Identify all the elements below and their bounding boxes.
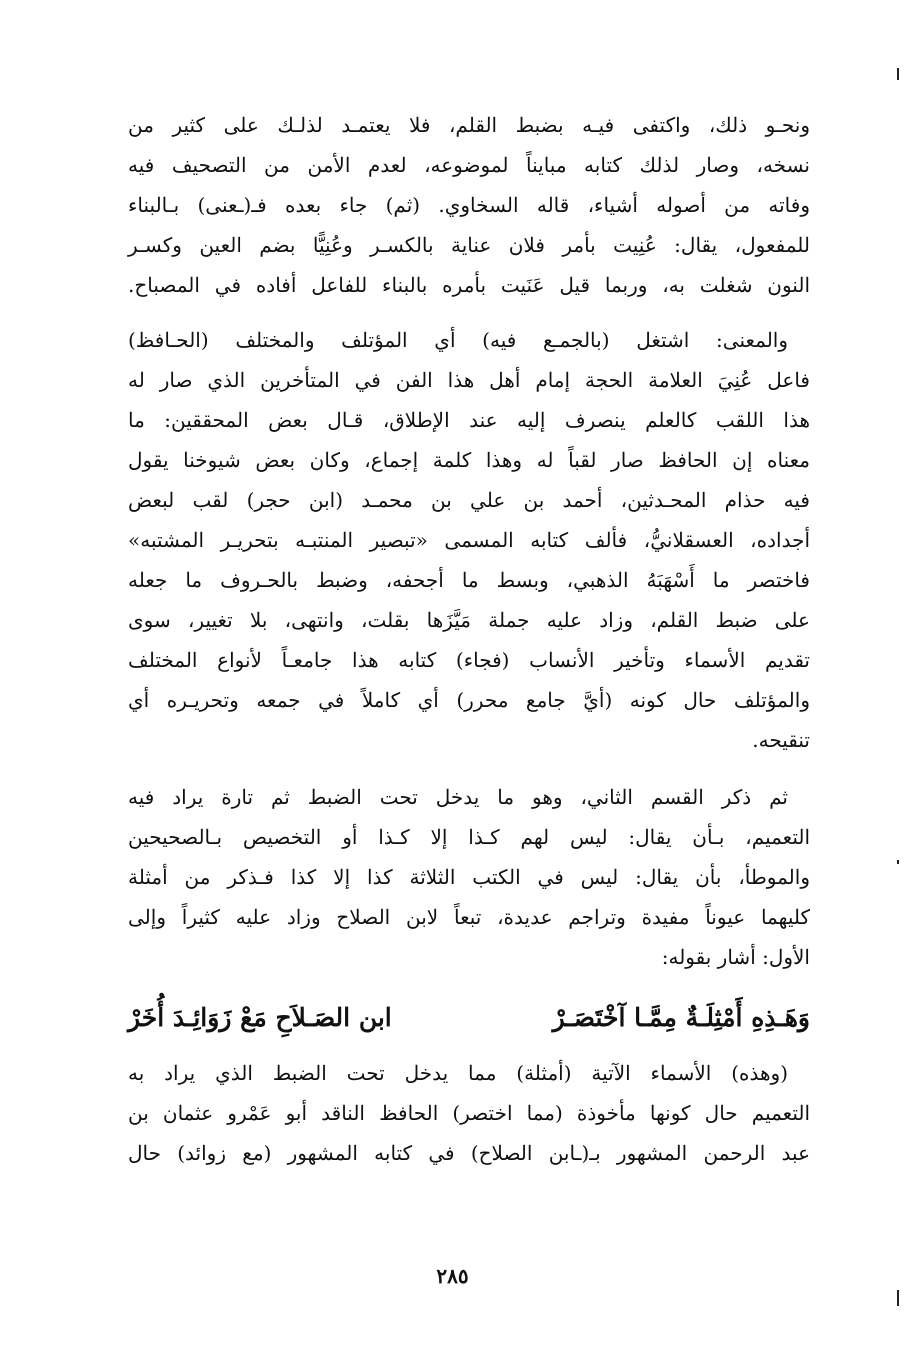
paragraph-3 — [128, 777, 810, 977]
text-line: والموطأ، بأن يقال: ليس في الكتب الثلاثة كذا إلا كذا فـذكر من أمثلة — [128, 865, 810, 889]
paragraph-4 — [128, 1053, 810, 1173]
margin-mark-top — [897, 68, 899, 80]
margin-mark-bottom — [897, 1290, 899, 1306]
text-line: والمؤتلف حال كونه (أيَّ جامع محرر) أي كاملاً في جمعه وتحريـره أي — [128, 688, 810, 712]
text-line: أجداده، العسقلانيُّ، فألف كتابه المسمى «تبصير المنتبـه بتحريـر المشتبه» — [128, 528, 810, 552]
text-line: تقديم الأسماء وتأخير الأنساب (فجاء) كتابه هذا جامعـاً لأنواع المختلف — [128, 648, 811, 672]
text-line: هذا اللقب كالعلم ينصرف إليه عند الإطلاق، قـال بعض المحققين: ما — [128, 408, 810, 432]
text-line: على ضبط القلم، وزاد عليه جملة مَيَّزَها بقلت، وانتهى، بلا تغيير، سوى — [128, 608, 810, 632]
text-line: والمعنى: اشتغل (بالجمـع فيه) أي المؤتلف والمختلف (الحـافظ) — [128, 328, 788, 352]
text-line: فيه حذام المحـدثين، أحمد بن علي بن محمـد (ابن حجر) لقب لبعض — [128, 488, 810, 512]
text-line: كليهما عيوناً مفيدة وتراجم عديدة، تبعاً لابن الصلاح وزاد عليه كثيراً وإلى — [128, 905, 810, 929]
text-line: فاعل عُنِيَ العلامة الحجة إمام أهل هذا الفن في المتأخرين الذي صار له — [128, 368, 810, 392]
text-line: النون شغلت به، وربما قيل عَنَيت بأمره بالبناء للفاعل أفاده في المصباح. — [128, 273, 810, 297]
verse — [128, 987, 810, 1047]
paragraph-1 — [128, 105, 810, 305]
text-line: نسخه، وصار لذلك كتابه مبايناً لموضوعه، لعدم الأمن من التصحيف فيه — [128, 153, 810, 177]
text-line: للمفعول، يقال: عُنِيت بأمر فلان عناية بالكسـر وعُنِيًّا بضم العين وكسـر — [128, 233, 810, 257]
text-line: تنقيحه. — [752, 728, 810, 752]
text-line: وفاته من أصوله أشياء، قاله السخاوي. (ثم) جاء بعده فـ(ـعنى) بـالبناء — [128, 193, 810, 217]
text-line: فاختصر ما أَسْهَبَهُ الذهبي، وبسط ما أجحفه، وضبط بالحـروف ما جعله — [128, 568, 810, 592]
text-line: ثم ذكر القسم الثاني، وهو ما يدخل تحت الضبط ثم تارة يراد فيه — [128, 785, 788, 809]
text-line: ونحـو ذلك، واكتفى فيـه بضبط القلم، فلا يعتمـد لذلـك على كثير من — [128, 113, 810, 137]
margin-mark-middle — [897, 860, 899, 864]
text-line: التعميم حال كونها مأخوذة (مما اختصر) الحافظ الناقد أبو عَمْرو عثمان بن — [128, 1101, 811, 1125]
paragraph-2 — [128, 320, 810, 760]
verse-second-hemistich: ابن الصَـلاَحِ مَعْ زَوَائِـدَ أُخَرْ — [128, 1002, 392, 1032]
text-line: التعميم، بـأن يقال: ليس لهم كـذا إلا كـذا أو التخصيص بـالصحيحين — [128, 825, 810, 849]
text-line: الأول: أشار بقوله: — [661, 945, 810, 969]
verse-first-hemistich: وَهَـذِهِ أَمْثِلَـةٌ مِمَّـا آخْتَصَـرْ — [552, 1002, 810, 1032]
page-body — [128, 105, 810, 1173]
text-line: (وهذه) الأسماء الآتية (أمثلة) مما يدخل تحت الضبط الذي يراد به — [128, 1061, 788, 1085]
text-line: معناه إن الحافظ صار لقباً له وهذا كلمة إجماع، وكان بعض شيوخنا يقول — [128, 448, 810, 472]
text-line: عبد الرحمن المشهور بـ(ـابن الصلاح) في كتابه المشهور (مع زوائد) حال — [128, 1141, 810, 1165]
page-number: ٢٨٥ — [436, 1264, 469, 1288]
